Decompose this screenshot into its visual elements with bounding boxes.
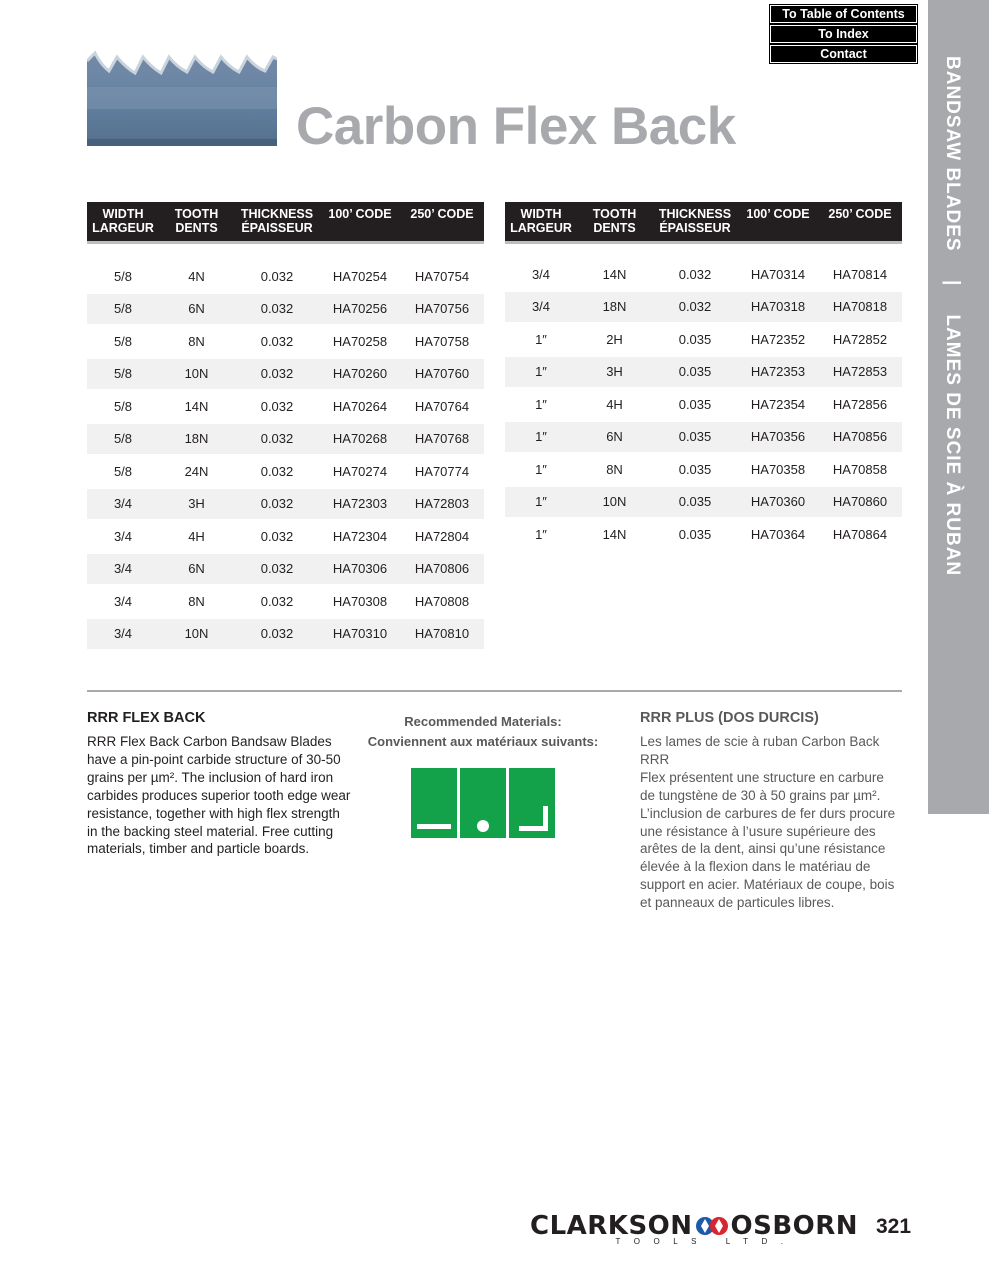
thickness-cell: 0.032 [652, 291, 738, 324]
code-100-cell: HA70258 [320, 325, 400, 358]
tooth-column-header: TOOTH DENTS [159, 202, 234, 243]
width-cell: 3/4 [87, 520, 159, 553]
tooth-cell: 2H [577, 323, 652, 356]
width-column-header: WIDTH LARGEUR [505, 202, 577, 243]
code-100-column-header: 100’ CODE [320, 202, 400, 243]
thickness-cell: 0.035 [652, 453, 738, 486]
table-header-row [505, 202, 902, 243]
thickness-cell: 0.035 [652, 323, 738, 356]
chapter-side-tab [928, 0, 989, 814]
code-250-cell: HA70760 [400, 358, 484, 391]
width-cell: 5/8 [87, 325, 159, 358]
thickness-cell: 0.032 [234, 390, 320, 423]
chapter-tab-label [941, 56, 963, 576]
code-250-cell: HA72852 [818, 323, 902, 356]
table-row [87, 585, 484, 618]
round-bar-material-icon [460, 768, 506, 838]
code-100-cell: HA70256 [320, 293, 400, 326]
code-250-cell: HA70768 [400, 423, 484, 456]
tooth-cell: 18N [159, 423, 234, 456]
width-cell: 3/4 [87, 618, 159, 651]
section-divider [87, 690, 902, 692]
thickness-cell: 0.032 [234, 553, 320, 586]
code-100-cell: HA72354 [738, 388, 818, 421]
tooth-cell: 8N [577, 453, 652, 486]
code-100-cell: HA70364 [738, 518, 818, 551]
description-line: resistance, together with high flex strength [87, 805, 340, 821]
code-100-cell: HA70314 [738, 259, 818, 291]
tooth-cell: 4H [159, 520, 234, 553]
code-250-cell: HA70860 [818, 486, 902, 519]
clarkson-osborn-logo [530, 1211, 859, 1246]
code-250-cell: HA70754 [400, 261, 484, 293]
width-cell: 3/4 [87, 553, 159, 586]
table-row [87, 618, 484, 651]
nav-links [770, 5, 917, 65]
code-250-cell: HA70858 [818, 453, 902, 486]
thickness-cell: 0.035 [652, 486, 738, 519]
description-line: une résistance à l’usure supérieure des [640, 823, 876, 839]
width-cell: 5/8 [87, 455, 159, 488]
width-cell: 1″ [505, 421, 577, 454]
width-cell: 1″ [505, 388, 577, 421]
width-cell: 1″ [505, 323, 577, 356]
tooth-cell: 4H [577, 388, 652, 421]
thickness-cell: 0.032 [234, 261, 320, 293]
material-icons [411, 768, 555, 838]
table-row [87, 423, 484, 456]
width-cell: 3/4 [87, 585, 159, 618]
width-cell: 5/8 [87, 423, 159, 456]
width-cell: 1″ [505, 453, 577, 486]
thickness-cell: 0.032 [234, 488, 320, 521]
tooth-cell: 6N [159, 293, 234, 326]
width-cell: 5/8 [87, 261, 159, 293]
page-number: 321 [876, 1215, 912, 1238]
code-250-cell: HA70818 [818, 291, 902, 324]
table-row [87, 293, 484, 326]
table-row [505, 388, 902, 421]
thickness-column-header: THICKNESS ÉPAISSEUR [234, 202, 320, 243]
thickness-cell: 0.035 [652, 421, 738, 454]
thickness-cell: 0.032 [234, 585, 320, 618]
table-row [87, 488, 484, 521]
table-row [505, 259, 902, 291]
code-250-cell: HA72856 [818, 388, 902, 421]
angle-material-icon [509, 768, 555, 838]
english-section-heading: RRR FLEX BACK [87, 710, 206, 726]
description-line: RRR Flex Back Carbon Bandsaw Blades [87, 734, 332, 749]
thickness-cell: 0.032 [234, 423, 320, 456]
code-100-cell: HA72352 [738, 323, 818, 356]
tooth-cell: 14N [159, 390, 234, 423]
french-section-heading: RRR PLUS (DOS DURCIS) [640, 710, 819, 726]
table-of-contents-link[interactable]: To Table of Contents [770, 5, 917, 23]
tooth-cell: 24N [159, 455, 234, 488]
code-100-cell: HA70310 [320, 618, 400, 651]
code-250-cell: HA70806 [400, 553, 484, 586]
code-100-cell: HA70264 [320, 390, 400, 423]
code-100-cell: HA70306 [320, 553, 400, 586]
index-link[interactable]: To Index [770, 25, 917, 43]
code-100-cell: HA70260 [320, 358, 400, 391]
code-250-cell: HA70864 [818, 518, 902, 551]
flat-bar-material-icon [411, 768, 457, 838]
thickness-column-header: THICKNESS ÉPAISSEUR [652, 202, 738, 243]
code-250-column-header: 250’ CODE [818, 202, 902, 243]
english-description [87, 733, 357, 858]
thickness-cell: 0.032 [234, 455, 320, 488]
thickness-cell: 0.035 [652, 388, 738, 421]
code-250-column-header: 250’ CODE [400, 202, 484, 243]
tooth-cell: 10N [159, 358, 234, 391]
tooth-cell: 6N [159, 553, 234, 586]
thickness-cell: 0.035 [652, 518, 738, 551]
code-100-cell: HA72303 [320, 488, 400, 521]
thickness-cell: 0.032 [652, 259, 738, 291]
table-row [505, 291, 902, 324]
table-row [87, 261, 484, 293]
width-cell: 3/4 [505, 259, 577, 291]
code-100-cell: HA70318 [738, 291, 818, 324]
table-row [87, 358, 484, 391]
recommended-label-english: Recommended Materials: [404, 714, 562, 729]
width-cell: 5/8 [87, 293, 159, 326]
tooth-cell: 10N [159, 618, 234, 651]
tooth-cell: 14N [577, 259, 652, 291]
code-100-cell: HA72353 [738, 356, 818, 389]
chapter-label-separator: | [942, 279, 963, 287]
table-row [87, 390, 484, 423]
description-line: in the backing steel material. Free cutting [87, 823, 334, 839]
tooth-cell: 8N [159, 325, 234, 358]
description-line: arêtes de la dent, ainsi qu’une résistance [640, 841, 886, 857]
recommended-materials [360, 712, 606, 752]
bandsaw-blade-photo [87, 27, 277, 146]
width-cell: 1″ [505, 486, 577, 519]
tooth-cell: 3H [159, 488, 234, 521]
description-line: Les lames de scie à ruban Carbon Back RRR [640, 734, 880, 767]
code-100-cell: HA70356 [738, 421, 818, 454]
french-description [640, 733, 900, 912]
chapter-label-french: LAMES DE SCIE À RUBAN [942, 314, 963, 577]
thickness-cell: 0.032 [234, 520, 320, 553]
description-line: L’inclusion de carbures de fer durs procure [640, 805, 896, 821]
thickness-cell: 0.035 [652, 356, 738, 389]
table-row [505, 421, 902, 454]
table-row [505, 518, 902, 551]
description-line: grains per µm². The inclusion of hard iron [87, 769, 334, 785]
width-column-header: WIDTH LARGEUR [87, 202, 159, 243]
contact-link[interactable]: Contact [770, 45, 917, 63]
table-row [505, 486, 902, 519]
tooth-cell: 18N [577, 291, 652, 324]
code-250-cell: HA72853 [818, 356, 902, 389]
code-100-cell: HA70308 [320, 585, 400, 618]
code-100-cell: HA70274 [320, 455, 400, 488]
blade-teeth-graphic [87, 27, 277, 146]
width-cell: 1″ [505, 518, 577, 551]
table-row [87, 325, 484, 358]
width-cell: 5/8 [87, 358, 159, 391]
width-cell: 3/4 [505, 291, 577, 324]
tooth-cell: 10N [577, 486, 652, 519]
code-100-cell: HA72304 [320, 520, 400, 553]
tooth-column-header: TOOTH DENTS [577, 202, 652, 243]
code-250-cell: HA70856 [818, 421, 902, 454]
code-250-cell: HA70756 [400, 293, 484, 326]
table-header-row [87, 202, 484, 243]
code-250-cell: HA70814 [818, 259, 902, 291]
code-100-column-header: 100’ CODE [738, 202, 818, 243]
table-row [87, 520, 484, 553]
width-cell: 3/4 [87, 488, 159, 521]
width-cell: 1″ [505, 356, 577, 389]
tooth-cell: 4N [159, 261, 234, 293]
description-line: materials, timber and particle boards. [87, 841, 310, 857]
tooth-cell: 6N [577, 421, 652, 454]
code-250-cell: HA70808 [400, 585, 484, 618]
code-250-cell: HA70810 [400, 618, 484, 651]
description-line: de tungstène de 30 à 50 grains par µm². [640, 787, 881, 803]
code-100-cell: HA70358 [738, 453, 818, 486]
right-spec-table [505, 202, 902, 552]
table-row [505, 453, 902, 486]
description-line: élevée à la flexion dans le matériau de [640, 859, 871, 875]
code-250-cell: HA72803 [400, 488, 484, 521]
logo-emblem-icon [695, 1214, 729, 1234]
description-line: et panneaux de particules libres. [640, 895, 835, 911]
table-row [505, 323, 902, 356]
left-spec-table [87, 202, 484, 651]
code-250-cell: HA70758 [400, 325, 484, 358]
code-250-cell: HA72804 [400, 520, 484, 553]
thickness-cell: 0.032 [234, 293, 320, 326]
description-line: carbides produces superior tooth edge wear [87, 787, 351, 803]
description-line: Flex présentent une structure en carbure [640, 769, 884, 785]
code-100-cell: HA70360 [738, 486, 818, 519]
code-100-cell: HA70268 [320, 423, 400, 456]
tooth-cell: 14N [577, 518, 652, 551]
table-row [87, 553, 484, 586]
code-250-cell: HA70774 [400, 455, 484, 488]
logo-subtitle: TOOLS LTD. [615, 1237, 797, 1246]
chapter-label-english: BANDSAW BLADES [942, 56, 963, 252]
thickness-cell: 0.032 [234, 325, 320, 358]
width-cell: 5/8 [87, 390, 159, 423]
code-100-cell: HA70254 [320, 261, 400, 293]
table-row [505, 356, 902, 389]
table-row [87, 455, 484, 488]
code-250-cell: HA70764 [400, 390, 484, 423]
thickness-cell: 0.032 [234, 358, 320, 391]
logo-text-right: OSBORN [730, 1211, 859, 1241]
description-line: support en acier. Matériaux de coupe, bois [640, 877, 895, 893]
tooth-cell: 8N [159, 585, 234, 618]
recommended-label-french: Conviennent aux matériaux suivants: [367, 734, 599, 749]
thickness-cell: 0.032 [234, 618, 320, 651]
logo-text-left: CLARKSON [530, 1211, 693, 1241]
tooth-cell: 3H [577, 356, 652, 389]
page-title: Carbon Flex Back [296, 97, 736, 156]
description-line: have a pin-point carbide structure of 30-50 [87, 751, 341, 767]
